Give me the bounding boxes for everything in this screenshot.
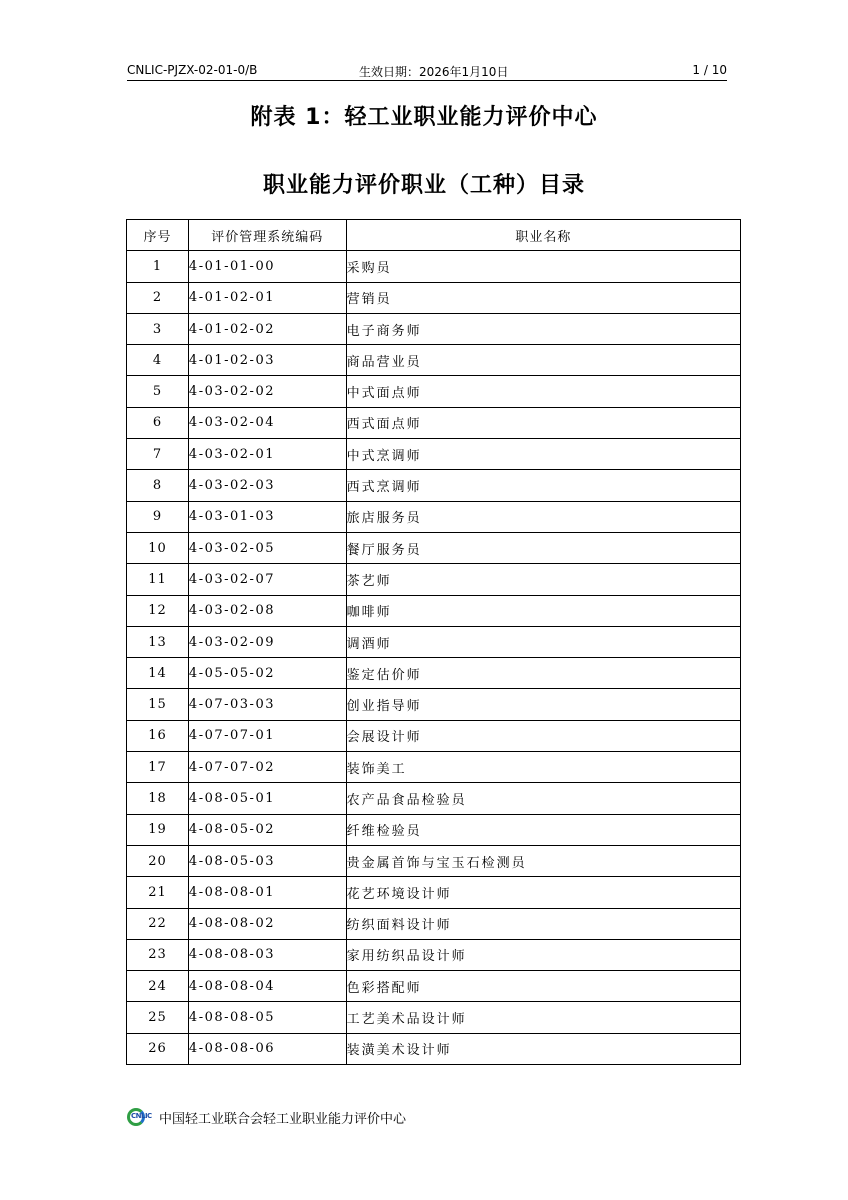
table-row [127, 345, 741, 376]
cell-code: 4-07-07-01 [188, 720, 346, 751]
cell-occupation-name: 西式面点师 [346, 407, 740, 438]
footer-organization: 中国轻工业联合会轻工业职业能力评价中心 [159, 1111, 407, 1127]
table-header-row [127, 220, 741, 251]
cell-code: 4-03-02-02 [188, 376, 346, 407]
cell-occupation-name: 会展设计师 [346, 720, 740, 751]
cell-occupation-name: 咖啡师 [346, 595, 740, 626]
table-row [127, 908, 741, 939]
cell-occupation-name: 贵金属首饰与宝玉石检测员 [346, 845, 740, 876]
cell-code: 4-03-01-03 [188, 501, 346, 532]
cell-code: 4-01-02-01 [188, 282, 346, 313]
cell-seq: 1 [127, 251, 189, 282]
table-row [127, 752, 741, 783]
cell-code: 4-01-02-02 [188, 313, 346, 344]
page-number: 1 / 10 [692, 63, 727, 77]
column-header-code: 评价管理系统编码 [188, 220, 346, 251]
cell-code: 4-08-08-01 [188, 877, 346, 908]
cnlic-logo-icon [127, 1108, 155, 1126]
catalog-title: 职业能力评价职业（工种）目录 [262, 173, 585, 198]
cell-seq: 3 [127, 313, 189, 344]
table-row [127, 439, 741, 470]
cell-seq: 13 [127, 626, 189, 657]
document-code: CNLIC-PJZX-02-01-0/B [127, 63, 258, 77]
table-row [127, 939, 741, 970]
cell-code: 4-01-01-00 [188, 251, 346, 282]
cell-seq: 21 [127, 877, 189, 908]
cell-occupation-name: 纤维检验员 [346, 814, 740, 845]
cell-occupation-name: 装饰美工 [346, 752, 740, 783]
cell-occupation-name: 中式面点师 [346, 376, 740, 407]
page-footer [127, 1106, 406, 1128]
table-row [127, 877, 741, 908]
table-row [127, 470, 741, 501]
page-header [127, 62, 727, 81]
cell-code: 4-08-05-03 [188, 845, 346, 876]
table-row [127, 689, 741, 720]
effective-date: 生效日期：2026年1月10日 [359, 65, 509, 79]
cell-code: 4-07-03-03 [188, 689, 346, 720]
cell-occupation-name: 家用纺织品设计师 [346, 939, 740, 970]
cell-code: 4-03-02-03 [188, 470, 346, 501]
cell-seq: 14 [127, 658, 189, 689]
table-row [127, 783, 741, 814]
cell-seq: 26 [127, 1033, 189, 1064]
cell-occupation-name: 色彩搭配师 [346, 971, 740, 1002]
table-row [127, 845, 741, 876]
cell-occupation-name: 工艺美术品设计师 [346, 1002, 740, 1033]
cell-occupation-name: 装潢美术设计师 [346, 1033, 740, 1064]
cell-seq: 9 [127, 501, 189, 532]
cell-code: 4-08-08-05 [188, 1002, 346, 1033]
cell-seq: 4 [127, 345, 189, 376]
cell-seq: 2 [127, 282, 189, 313]
cell-seq: 16 [127, 720, 189, 751]
cell-occupation-name: 西式烹调师 [346, 470, 740, 501]
cell-occupation-name: 农产品食品检验员 [346, 783, 740, 814]
cell-code: 4-08-08-03 [188, 939, 346, 970]
cell-code: 4-08-08-06 [188, 1033, 346, 1064]
cell-occupation-name: 营销员 [346, 282, 740, 313]
table-row [127, 532, 741, 563]
table-row [127, 282, 741, 313]
cell-occupation-name: 餐厅服务员 [346, 532, 740, 563]
cell-occupation-name: 鉴定估价师 [346, 658, 740, 689]
table-row [127, 313, 741, 344]
table-row [127, 251, 741, 282]
cell-code: 4-01-02-03 [188, 345, 346, 376]
cell-seq: 7 [127, 439, 189, 470]
table-row [127, 376, 741, 407]
cell-seq: 22 [127, 908, 189, 939]
logo-mark: CNLIC [131, 1112, 152, 1120]
table-row [127, 626, 741, 657]
table-row [127, 720, 741, 751]
cell-seq: 24 [127, 971, 189, 1002]
cell-occupation-name: 商品营业员 [346, 345, 740, 376]
cell-occupation-name: 纺织面料设计师 [346, 908, 740, 939]
cell-occupation-name: 电子商务师 [346, 313, 740, 344]
cell-seq: 11 [127, 564, 189, 595]
table-row [127, 971, 741, 1002]
table-row [127, 658, 741, 689]
cell-seq: 15 [127, 689, 189, 720]
cell-seq: 20 [127, 845, 189, 876]
cell-occupation-name: 创业指导师 [346, 689, 740, 720]
cell-seq: 17 [127, 752, 189, 783]
cell-occupation-name: 花艺环境设计师 [346, 877, 740, 908]
cell-code: 4-03-02-04 [188, 407, 346, 438]
cell-occupation-name: 调酒师 [346, 626, 740, 657]
cell-seq: 6 [127, 407, 189, 438]
cell-seq: 8 [127, 470, 189, 501]
cell-seq: 25 [127, 1002, 189, 1033]
cell-code: 4-08-05-02 [188, 814, 346, 845]
cell-seq: 12 [127, 595, 189, 626]
cell-code: 4-03-02-01 [188, 439, 346, 470]
appendix-title: 附表 1：轻工业职业能力评价中心 [250, 105, 598, 130]
table-row [127, 1033, 741, 1064]
cell-code: 4-08-08-04 [188, 971, 346, 1002]
table-row [127, 1002, 741, 1033]
table-row [127, 564, 741, 595]
cell-occupation-name: 茶艺师 [346, 564, 740, 595]
cell-seq: 18 [127, 783, 189, 814]
table-row [127, 501, 741, 532]
column-header-seq: 序号 [127, 220, 189, 251]
cell-code: 4-08-08-02 [188, 908, 346, 939]
table-row [127, 595, 741, 626]
cell-seq: 19 [127, 814, 189, 845]
table-row [127, 407, 741, 438]
table-row [127, 814, 741, 845]
cell-seq: 10 [127, 532, 189, 563]
cell-code: 4-07-07-02 [188, 752, 346, 783]
cell-code: 4-05-05-02 [188, 658, 346, 689]
cell-occupation-name: 中式烹调师 [346, 439, 740, 470]
cell-code: 4-03-02-09 [188, 626, 346, 657]
column-header-name: 职业名称 [346, 220, 740, 251]
cell-code: 4-03-02-07 [188, 564, 346, 595]
cell-seq: 5 [127, 376, 189, 407]
table-body [127, 251, 741, 1065]
cell-occupation-name: 旅店服务员 [346, 501, 740, 532]
cell-code: 4-08-05-01 [188, 783, 346, 814]
cell-code: 4-03-02-05 [188, 532, 346, 563]
cell-code: 4-03-02-08 [188, 595, 346, 626]
occupation-table [126, 219, 741, 1065]
cell-occupation-name: 采购员 [346, 251, 740, 282]
cell-seq: 23 [127, 939, 189, 970]
